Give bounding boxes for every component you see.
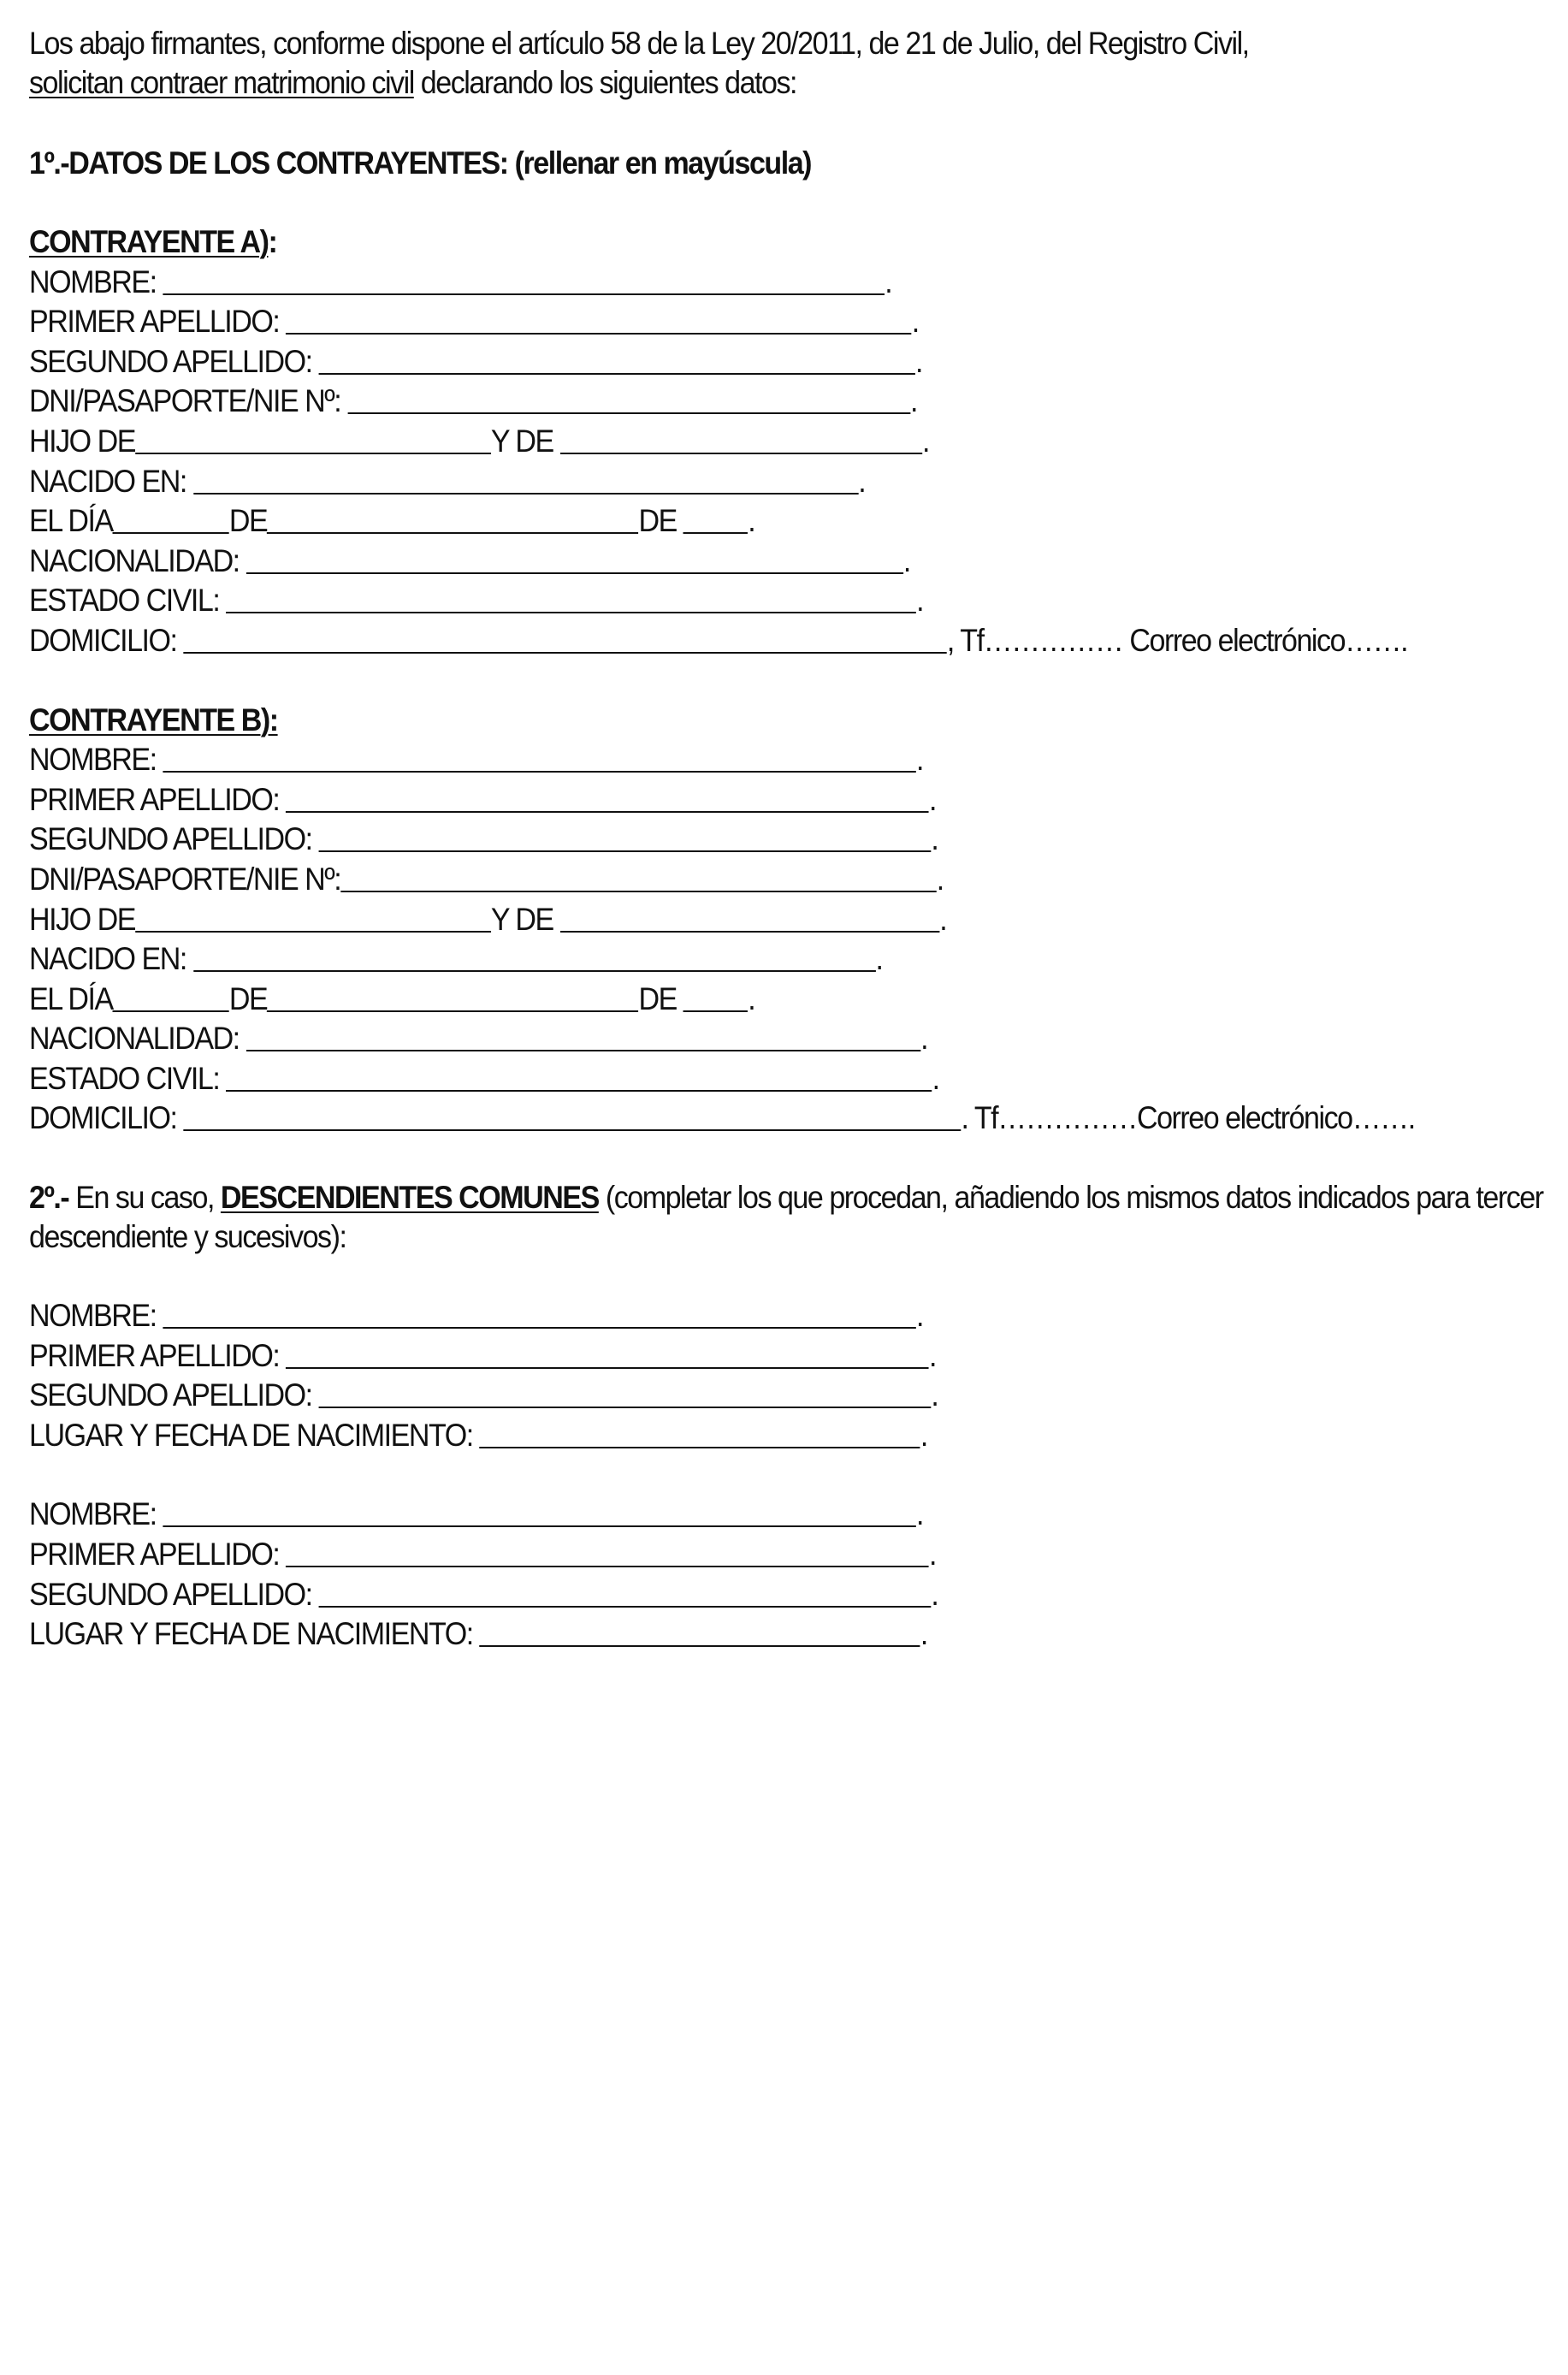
contrayente-b-hijo-de-row: [29, 900, 1438, 940]
field-label: PRIMER APELLIDO:: [29, 1537, 280, 1572]
anio-b-blank[interactable]: [683, 980, 748, 1012]
contrayente-b-nombre-row: [29, 740, 1438, 780]
period: .: [748, 980, 755, 1016]
descendiente-1: [29, 1296, 1438, 1455]
descendiente-1-primer-apellido-row: [29, 1336, 1438, 1377]
nombre-a-blank[interactable]: [163, 263, 885, 295]
contrayente-a-nacido-en-row: [29, 462, 1438, 502]
nacido-en-b-blank[interactable]: [193, 939, 876, 972]
period: .: [920, 1417, 927, 1453]
padre-b-blank[interactable]: [135, 900, 491, 933]
field-label: NOMBRE:: [29, 1298, 157, 1334]
field-label: NOMBRE:: [29, 1496, 157, 1532]
period: .: [936, 861, 944, 897]
period: .: [921, 423, 929, 459]
nacido-en-a-blank[interactable]: [193, 462, 858, 495]
domicilio-b-blank[interactable]: [184, 1099, 962, 1131]
contrayente-a-estado-civil-row: [29, 581, 1438, 621]
descendiente-2-primer-apellido-row: [29, 1535, 1438, 1575]
field-label: DE: [638, 503, 677, 539]
contrayente-b-dni-row: [29, 860, 1438, 900]
desc2-nombre-blank[interactable]: [163, 1495, 916, 1527]
contrayente-a-hijo-de-row: [29, 422, 1438, 462]
period: .: [915, 1496, 923, 1532]
field-label: ESTADO CIVIL:: [29, 583, 220, 619]
section-1-title: 1º.-DATOS DE LOS CONTRAYENTES: (rellenar en mayúscula): [29, 145, 812, 181]
contrayente-b-domicilio-row: [29, 1099, 1438, 1139]
mes-b-blank[interactable]: [267, 980, 638, 1012]
estado-civil-a-blank[interactable]: [226, 581, 916, 613]
descendiente-2-nombre-row: [29, 1495, 1438, 1535]
desc1-lugar-fecha-blank[interactable]: [480, 1416, 920, 1448]
section-2-text: En su caso,: [68, 1180, 221, 1216]
period: .: [915, 742, 923, 778]
segundo-apellido-a-blank[interactable]: [319, 342, 915, 375]
desc1-nombre-blank[interactable]: [163, 1296, 916, 1329]
period: .: [920, 1021, 928, 1057]
madre-a-blank[interactable]: [560, 422, 922, 454]
contrayente-a-nombre-row: [29, 263, 1438, 303]
contrayente-b-heading-text: CONTRAYENTE B):: [29, 702, 278, 737]
intro-text: Los abajo firmantes, conforme dispone el artículo 58 de la Ley 20/2011, de 21 de Julio, del Registro Civil,: [29, 26, 1249, 61]
descendiente-2: [29, 1495, 1438, 1654]
nacionalidad-a-blank[interactable]: [246, 542, 903, 574]
field-label: SEGUNDO APELLIDO:: [29, 1576, 312, 1612]
contact-fields-text: , Tf…………… Correo electrónico…….: [946, 622, 1408, 658]
period: .: [939, 901, 947, 937]
period: .: [916, 583, 924, 619]
field-label: LUGAR Y FECHA DE NACIMIENTO:: [29, 1616, 473, 1652]
primer-apellido-b-blank[interactable]: [286, 780, 929, 813]
madre-b-blank[interactable]: [560, 900, 939, 933]
field-label: SEGUNDO APELLIDO:: [29, 1377, 312, 1413]
period: .: [932, 1060, 939, 1096]
period: .: [920, 1616, 927, 1652]
nacionalidad-b-blank[interactable]: [246, 1019, 920, 1051]
field-label: DNI/PASAPORTE/NIE Nº:: [29, 861, 341, 897]
intro-paragraph: [29, 24, 1556, 103]
field-label: NACIDO EN:: [29, 941, 186, 977]
intro-text-end: declarando los siguientes datos:: [413, 65, 797, 100]
contrayente-b-primer-apellido-row: [29, 780, 1438, 820]
period: .: [915, 1298, 923, 1334]
domicilio-a-blank[interactable]: [184, 621, 947, 654]
section-2-number: 2º.-: [29, 1180, 69, 1216]
dni-b-blank[interactable]: [340, 860, 936, 892]
field-label: PRIMER APELLIDO:: [29, 304, 280, 340]
contrayente-b-fecha-row: [29, 980, 1438, 1020]
period: .: [910, 383, 918, 419]
field-label: Y DE: [490, 423, 553, 459]
field-label: NOMBRE:: [29, 264, 157, 299]
primer-apellido-a-blank[interactable]: [286, 302, 911, 335]
dni-a-blank[interactable]: [347, 382, 910, 414]
desc2-segundo-apellido-blank[interactable]: [319, 1575, 932, 1608]
field-label: NOMBRE:: [29, 742, 157, 778]
contrayente-b-heading: [29, 701, 1438, 741]
civil-marriage-form: [29, 24, 1543, 1655]
mes-a-blank[interactable]: [267, 501, 638, 534]
period: .: [931, 821, 938, 857]
descendiente-1-nombre-row: [29, 1296, 1438, 1336]
contrayente-a-heading: [29, 222, 1438, 263]
period: .: [885, 264, 892, 299]
period: .: [929, 1337, 936, 1373]
contrayente-a-nacionalidad-row: [29, 542, 1438, 582]
descendiente-1-lugar-fecha-row: [29, 1416, 1438, 1456]
contrayente-b-nacionalidad-row: [29, 1019, 1438, 1059]
dia-a-blank[interactable]: [113, 501, 229, 534]
desc1-segundo-apellido-blank[interactable]: [319, 1376, 932, 1408]
desc2-lugar-fecha-blank[interactable]: [480, 1614, 920, 1647]
intro-underlined-text: solicitan contraer matrimonio civil: [29, 65, 414, 100]
field-label: EL DÍA: [29, 980, 113, 1016]
field-label: DE: [638, 980, 677, 1016]
period: .: [929, 781, 936, 817]
period: .: [914, 343, 922, 379]
period: .: [929, 1537, 936, 1572]
estado-civil-b-blank[interactable]: [226, 1059, 932, 1092]
period: .: [902, 542, 910, 578]
field-label: DE: [228, 503, 268, 539]
field-label: NACIDO EN:: [29, 463, 186, 499]
period: .: [931, 1576, 938, 1612]
section-2-text-end: (completar los que procedan, añadiendo los mismos datos indicados para tercer descendiente y sucesivos):: [29, 1180, 1543, 1255]
field-label: EL DÍA: [29, 503, 113, 539]
period: .: [911, 304, 919, 340]
period: .: [875, 941, 883, 977]
field-label: HIJO DE: [29, 423, 135, 459]
field-label: DOMICILIO:: [29, 1100, 177, 1136]
field-label: PRIMER APELLIDO:: [29, 1337, 280, 1373]
segundo-apellido-b-blank[interactable]: [319, 820, 932, 852]
descendiente-1-segundo-apellido-row: [29, 1376, 1438, 1416]
padre-a-blank[interactable]: [135, 422, 491, 454]
desc1-primer-apellido-blank[interactable]: [286, 1336, 929, 1369]
period: .: [931, 1377, 938, 1413]
field-label: HIJO DE: [29, 901, 135, 937]
field-label: PRIMER APELLIDO:: [29, 781, 280, 817]
field-label: DE: [228, 980, 268, 1016]
section-2-intro: [29, 1178, 1568, 1257]
section-2-heading: DESCENDIENTES COMUNES: [220, 1180, 599, 1216]
field-label: DNI/PASAPORTE/NIE Nº:: [29, 383, 341, 419]
contrayente-b-segundo-apellido-row: [29, 820, 1438, 860]
field-label: Y DE: [490, 901, 553, 937]
descendiente-2-lugar-fecha-row: [29, 1614, 1438, 1655]
contrayente-a-dni-row: [29, 382, 1438, 422]
field-label: ESTADO CIVIL:: [29, 1060, 220, 1096]
nombre-b-blank[interactable]: [163, 740, 916, 773]
contrayente-a-segundo-apellido-row: [29, 342, 1438, 382]
contrayente-a-primer-apellido-row: [29, 302, 1438, 342]
field-label: LUGAR Y FECHA DE NACIMIENTO:: [29, 1417, 473, 1453]
descendiente-2-segundo-apellido-row: [29, 1575, 1438, 1615]
contrayente-b-estado-civil-row: [29, 1059, 1438, 1099]
field-label: DOMICILIO:: [29, 622, 177, 658]
field-label: NACIONALIDAD:: [29, 1021, 240, 1057]
contact-fields-text: . Tf……………Correo electrónico…….: [961, 1100, 1415, 1136]
period: .: [748, 503, 755, 539]
contrayente-a-heading-text: CONTRAYENTE A): [29, 224, 269, 259]
period: .: [858, 463, 866, 499]
desc2-primer-apellido-blank[interactable]: [286, 1535, 929, 1567]
field-label: NACIONALIDAD:: [29, 542, 240, 578]
contrayente-a-fecha-row: [29, 501, 1438, 542]
anio-a-blank[interactable]: [683, 501, 748, 534]
field-label: SEGUNDO APELLIDO:: [29, 821, 312, 857]
contrayente-b-nacido-en-row: [29, 939, 1438, 980]
field-label: SEGUNDO APELLIDO:: [29, 343, 312, 379]
contrayente-a-domicilio-row: [29, 621, 1438, 661]
contrayente-a-heading-colon: :: [268, 224, 277, 259]
dia-b-blank[interactable]: [113, 980, 229, 1012]
